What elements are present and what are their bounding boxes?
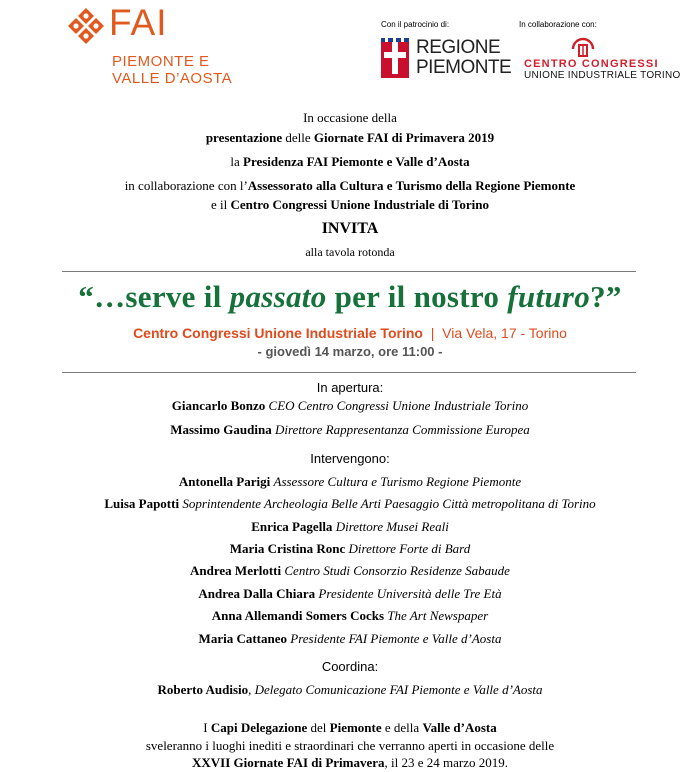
closing-capi: Capi Delegazione: [210, 720, 308, 735]
intro-presentazione: presentazione: [205, 130, 283, 145]
closing-del: del: [307, 720, 330, 735]
apertura-person: [0, 422, 700, 438]
speaker: [0, 563, 700, 579]
intro-in-collaborazione: in collaborazione con l’: [124, 178, 248, 193]
top-divider: [62, 271, 636, 272]
closing-valle: Valle d’Aosta: [422, 720, 497, 735]
venue-separator: |: [422, 325, 443, 341]
speaker-name: Maria Cristina Ronc: [229, 541, 346, 556]
headline-part1: “…serve il: [78, 279, 230, 314]
speaker: [0, 519, 700, 535]
closing-line-1: [0, 720, 700, 736]
speaker-name: Antonella Parigi: [178, 474, 271, 489]
intervengono-label: Intervengono:: [310, 451, 390, 466]
patrocinio-label: Con il patrocinio di:: [381, 20, 450, 29]
fai-logo-icon: [66, 6, 106, 46]
person-name: Giancarlo Bonzo: [171, 398, 266, 413]
speaker-name: Andrea Merlotti: [190, 563, 282, 578]
speaker-name: Andrea Dalla Chiara: [198, 586, 316, 601]
closing-piemonte: Piemonte: [329, 720, 382, 735]
person-role: Direttore Rappresentanza Commissione Europea: [274, 422, 530, 437]
speaker: [0, 541, 700, 557]
speaker-name: Maria Cattaneo: [198, 631, 287, 646]
region-line1: PIEMONTE E: [112, 53, 210, 70]
intro-presidenza: Presidenza FAI Piemonte e Valle d’Aosta: [243, 154, 470, 169]
collaborazione-label: In collaborazione con:: [519, 20, 597, 29]
speaker-role: Centro Studi Consorzio Residenze Sabaude: [284, 563, 510, 578]
centro-congressi-subtitle: UNIONE INDUSTRIALE TORINO: [524, 70, 681, 81]
speaker-role: Direttore Forte di Bard: [348, 541, 471, 556]
intro-centro: Centro Congressi Unione Industriale di Torino: [230, 197, 489, 212]
intro-e-il: e il: [211, 197, 231, 212]
regione-piemonte-logo: [416, 38, 511, 78]
venue-name: Centro Congressi Unione Industriale Torino: [133, 325, 423, 341]
speaker: [0, 496, 700, 512]
fai-region-name: [112, 53, 232, 87]
event-venue: [0, 325, 700, 341]
centro-congressi-logo-icon: [570, 37, 596, 59]
fai-logo-text: FAI: [109, 2, 168, 43]
event-headline: [0, 279, 700, 315]
coordinator: Roberto Audisio, Delegato Comunicazione FAI Piemonte e Valle d’Aosta: [157, 682, 543, 697]
closing-giornate: XXVII Giornate FAI di Primavera: [191, 755, 385, 770]
headline-part5: ?”: [590, 279, 622, 314]
person-role: CEO Centro Congressi Unione Industriale Torino: [268, 398, 529, 413]
coordinator-name: Roberto Audisio: [157, 682, 249, 697]
tavola-rotonda-label: alla tavola rotonda: [305, 245, 395, 259]
regione-piemonte-flag-icon: [381, 38, 409, 78]
intro-line-2: [0, 130, 700, 146]
speaker-name: Anna Allemandi Somers Cocks: [211, 608, 385, 623]
speaker: [0, 586, 700, 602]
closing-line-2: sveleranno i luoghi inediti e straordinari che verranno aperti in occasione delle: [145, 738, 555, 753]
closing-dates: , il 23 e 24 marzo 2019.: [384, 755, 509, 770]
headline-part3: per il nostro: [326, 279, 508, 314]
speaker-role: Presidente FAI Piemonte e Valle d’Aosta: [290, 631, 502, 646]
apertura-person: [0, 398, 700, 414]
intro-line-1: In occasione della: [303, 110, 397, 125]
intro-line-5: [0, 197, 700, 213]
headline-futuro: futuro: [507, 279, 591, 314]
intro-giornate: Giornate FAI di Primavera 2019: [313, 130, 495, 145]
speaker-role: The Art Newspaper: [387, 608, 489, 623]
invita-heading: INVITA: [321, 220, 379, 237]
intro-la: la: [230, 154, 243, 169]
intro-line-4: [0, 178, 700, 194]
regione-line1: REGIONE: [416, 37, 501, 58]
speaker: [0, 631, 700, 647]
speaker: [0, 474, 700, 490]
centro-congressi-name: CENTRO CONGRESSI: [524, 58, 659, 70]
intro-line-3: [0, 154, 700, 170]
event-date: - giovedì 14 marzo, ore 11:00 -: [257, 344, 443, 359]
person-name: Massimo Gaudina: [170, 422, 272, 437]
intro-delle: delle: [282, 130, 314, 145]
region-line2: VALLE D’AOSTA: [112, 70, 233, 87]
closing-e-della: e della: [381, 720, 423, 735]
headline-passato: passato: [229, 279, 327, 314]
speaker: [0, 608, 700, 624]
speaker-role: Assessore Cultura e Turismo Regione Piemonte: [273, 474, 522, 489]
coordina-label: Coordina:: [321, 659, 379, 674]
speaker-role: Direttore Musei Reali: [335, 519, 449, 534]
closing-i: I: [203, 720, 211, 735]
speaker-role: Soprintendente Archeologia Belle Arti Paesaggio Città metropolitana di Torino: [182, 496, 596, 511]
speaker-name: Luisa Papotti: [104, 496, 180, 511]
venue-address: Via Vela, 17 - Torino: [442, 325, 567, 341]
bottom-divider: [62, 372, 636, 373]
closing-line-3: [0, 755, 700, 771]
coordinator-role: Delegato Comunicazione FAI Piemonte e Valle d’Aosta: [254, 682, 543, 697]
regione-line2: PIEMONTE: [416, 57, 512, 78]
intro-assessorato: Assessorato alla Cultura e Turismo della Regione Piemonte: [247, 178, 576, 193]
apertura-label: In apertura:: [316, 380, 384, 395]
speaker-role: Presidente Università delle Tre Età: [318, 586, 502, 601]
speaker-name: Enrica Pagella: [251, 519, 333, 534]
